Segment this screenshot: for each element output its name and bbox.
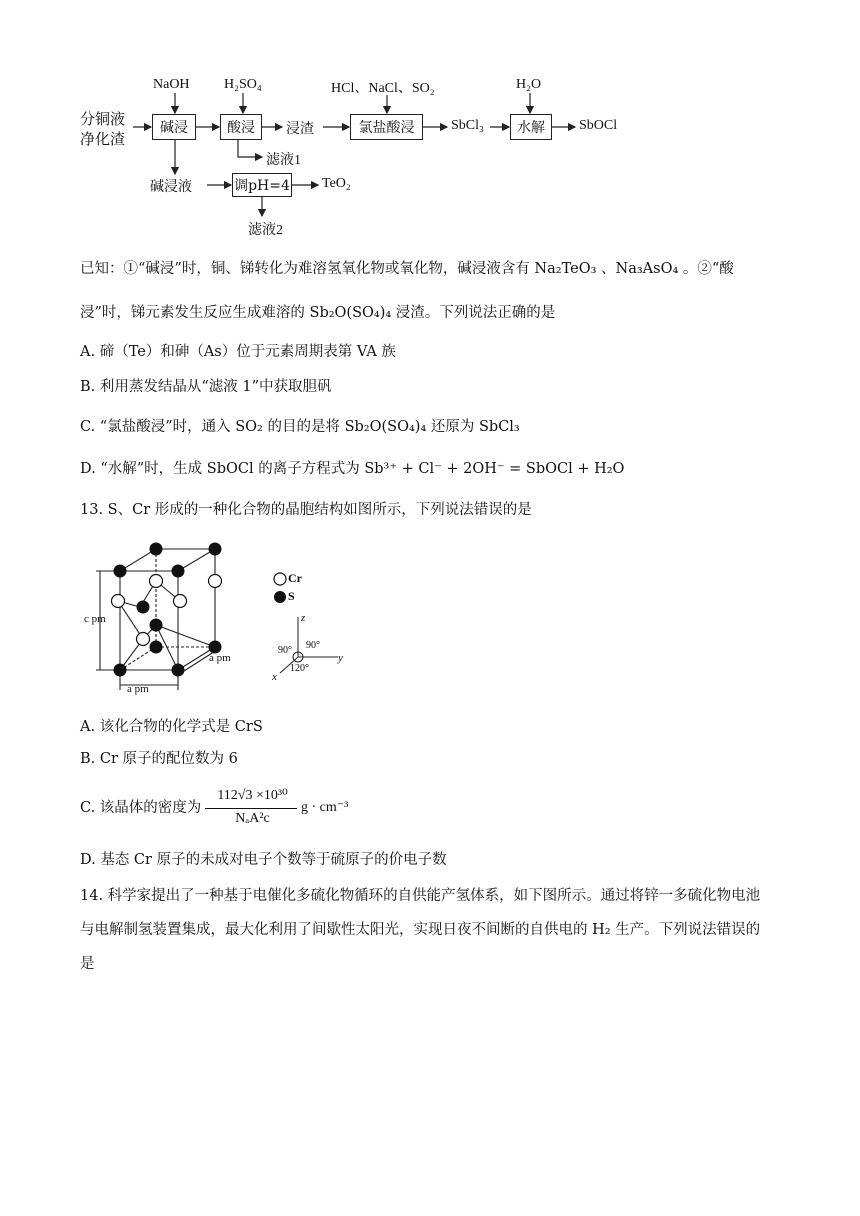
box-adjust-ph: 调pH=4	[232, 173, 292, 197]
density-numerator: 112√3 ×10³⁰	[217, 788, 288, 803]
density-unit: g · cm⁻³	[301, 800, 349, 815]
q14-stem-line1: 14. 科学家提出了一种基于电催化多硫化物循环的自供能产氢体系，如下图所示。通过将锌一多硫化物电池	[80, 888, 761, 904]
fraction-bar	[205, 808, 297, 809]
q13-option-c-prefix: C. 该晶体的密度为	[80, 800, 202, 816]
angle-label: 90°	[278, 645, 292, 656]
dimension-a-bottom-label: a pm	[127, 683, 149, 695]
teo2-label: TeO₂	[322, 176, 351, 191]
legend-cr-label: Cr	[288, 571, 302, 585]
q14-stem-line3: 是	[80, 956, 95, 972]
q12-option-c: C. “氯盐酸浸”时，通入 SO₂ 的目的是将 Sb₂O(SO₄)₄ 还原为 SbCl₃	[80, 419, 520, 435]
sbocl-label: SbOCl	[579, 118, 618, 133]
dimension-a-side-label: a pm	[209, 652, 231, 664]
flowchart-arrows	[0, 0, 860, 250]
unit-cell-diagram	[80, 535, 380, 700]
q12-known-line2: 浸”时，锑元素发生反应生成难溶的 Sb₂O(SO₄)₄ 浸渣。下列说法正确的是	[80, 305, 556, 321]
q12-known-line1: 已知：①“碱浸”时，铜、锑转化为难溶氢氧化物或氧化物，碱浸液含有 Na₂TeO₃ 、Na₃AsO₄ 。②“酸	[80, 261, 734, 277]
sbcl3-label: SbCl₃	[451, 118, 484, 133]
box-alkali-leach: 碱浸	[152, 114, 196, 140]
reagent-h2so4: H₂SO₄	[224, 77, 262, 92]
filtrate1-label: 滤液1	[266, 153, 301, 168]
residue-label: 浸渣	[286, 122, 314, 137]
alkali-liquor-label: 碱浸液	[150, 180, 192, 195]
reagent-h2o: H₂O	[516, 77, 542, 92]
angle-label: 120°	[290, 663, 309, 674]
reagent-hcl-nacl-so2: HCl、NaCl、SO₂	[331, 81, 435, 96]
filtrate2-label: 滤液2	[248, 223, 283, 238]
q13-option-d: D. 基态 Cr 原子的未成对电子个数等于硫原子的价电子数	[80, 852, 447, 868]
q14-stem-line2: 与电解制氢装置集成，最大化利用了间歇性太阳光，实现日夜不间断的自供电的 H₂ 生产。下列说法错误的	[80, 922, 761, 938]
q12-option-d: D. “水解”时，生成 SbOCl 的离子方程式为 Sb³⁺ + Cl⁻ + 2OH⁻ = SbOCl + H₂O	[80, 461, 625, 477]
flow-start-label: 分铜液	[80, 112, 126, 128]
q12-option-b: B. 利用蒸发结晶从“滤液 1”中获取胆矾	[80, 379, 332, 395]
flow-start-label: 净化渣	[80, 132, 126, 148]
box-hydrolysis: 水解	[510, 114, 552, 140]
q12-option-a: A. 碲（Te）和砷（As）位于元素周期表第 VA 族	[80, 344, 396, 360]
reagent-naoh: NaOH	[153, 77, 190, 92]
axis-x-label: x	[272, 671, 277, 683]
legend-cr-marker	[274, 573, 286, 585]
box-acid-leach: 酸浸	[220, 114, 262, 140]
axis-y-label: y	[338, 652, 343, 664]
box-chloride-acid-leach: 氯盐酸浸	[350, 114, 423, 140]
q13-option-a: A. 该化合物的化学式是 CrS	[80, 719, 263, 735]
q13-stem: 13. S、Cr 形成的一种化合物的晶胞结构如图所示，下列说法错误的是	[80, 502, 532, 518]
chromium-atoms	[112, 575, 222, 646]
q13-option-b: B. Cr 原子的配位数为 6	[80, 751, 238, 767]
dimension-c-label: c pm	[84, 613, 106, 625]
axis-z-label: z	[301, 612, 306, 624]
angle-label: 90°	[306, 640, 320, 651]
legend-s-label: S	[288, 589, 295, 603]
density-denominator: NₐA²c	[235, 811, 270, 826]
legend-s-marker	[274, 591, 286, 603]
